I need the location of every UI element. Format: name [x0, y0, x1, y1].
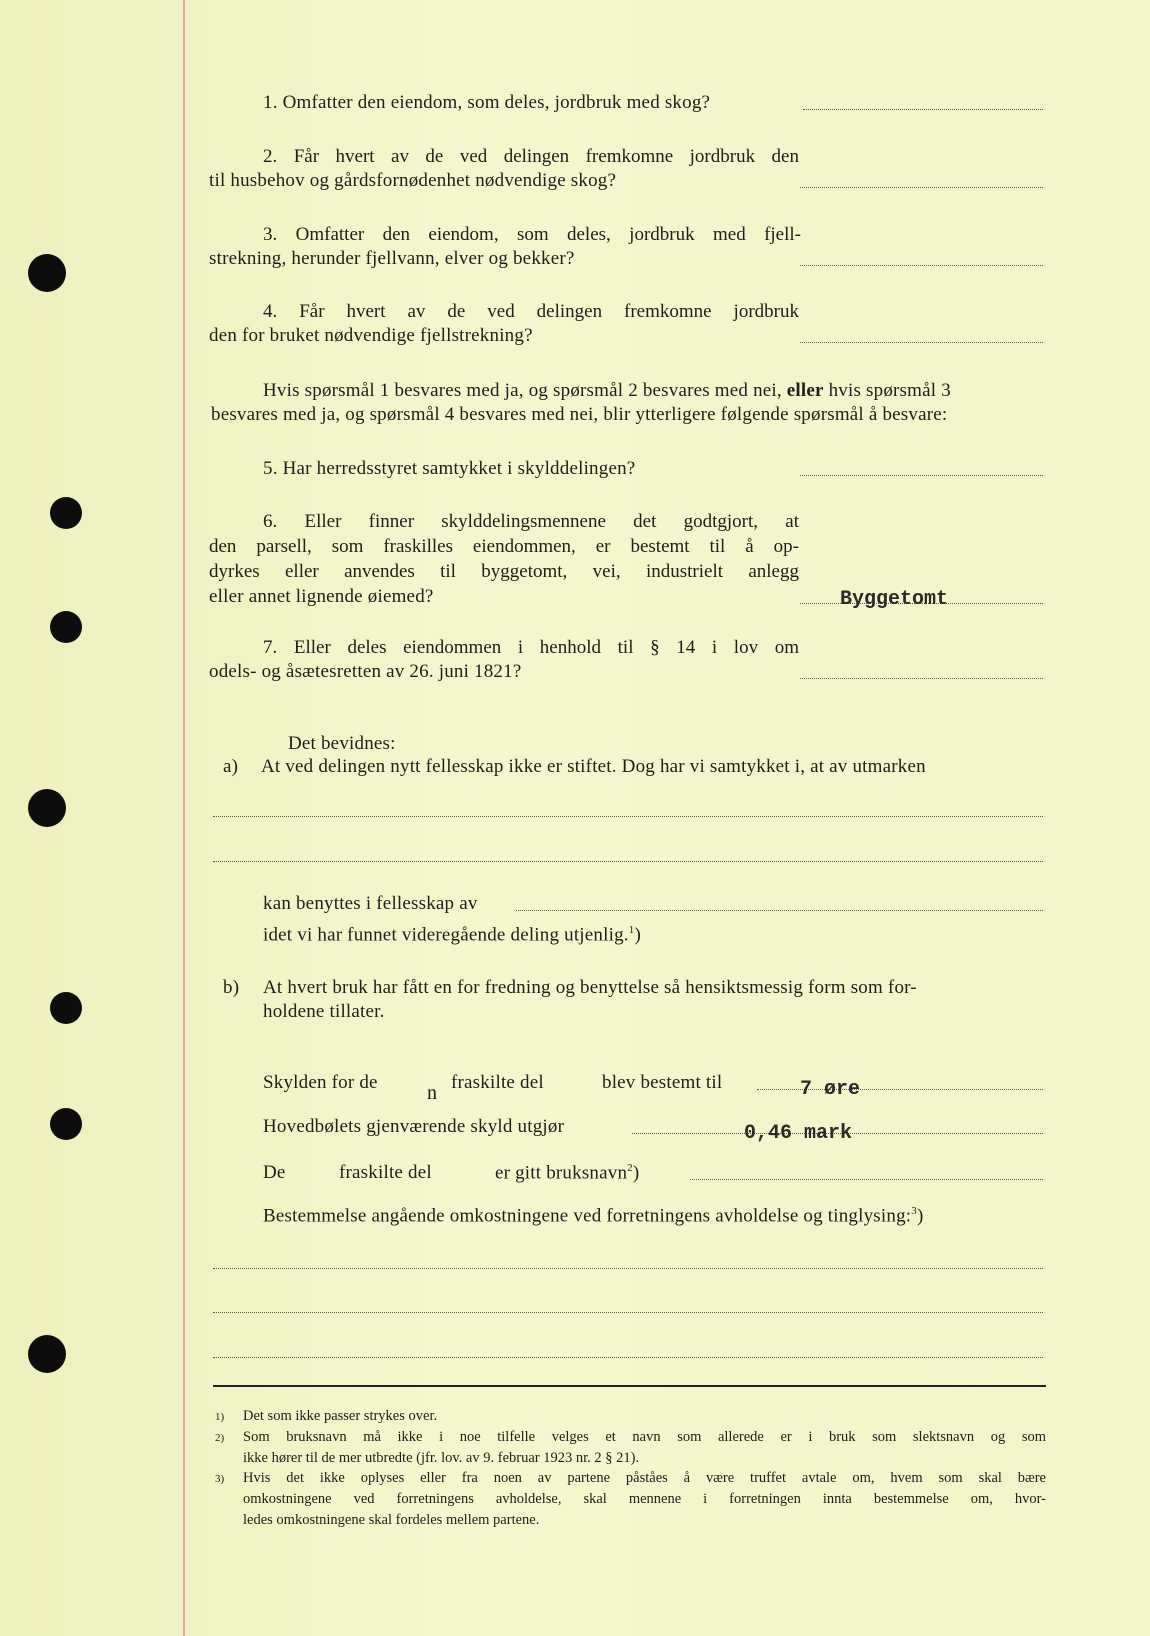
common-use-label: kan benyttes i fellesskap av — [263, 893, 478, 914]
punch-hole — [50, 1108, 82, 1140]
bruksnavn-label — [495, 1162, 639, 1184]
bruksnavn-text: er gitt bruksnavn — [495, 1162, 628, 1184]
question-6-line-3: dyrkes eller anvendes til byggetomt, vei, industrielt anlegg — [209, 561, 799, 582]
footnote-3-mark: 3) — [215, 1473, 225, 1485]
punch-hole — [50, 992, 82, 1024]
footnote-3-line-1: Hvis det ikke oplyses eller fra noen av partene påståes å være truffet avtale om, hvem som skal bære — [243, 1470, 1046, 1486]
condition-line-2: besvares med ja, og spørsmål 4 besvares med nei, blir ytterligere følgende spørsmål å besvare: — [211, 404, 948, 425]
cost-label — [263, 1205, 924, 1227]
utmark-line-2[interactable] — [213, 861, 1043, 862]
question-2-line-2: til husbehov og gårdsfornødenhet nødvendige skog? — [209, 170, 617, 191]
footnote-ref-3: 3 — [911, 1205, 917, 1217]
answer-line-4[interactable] — [800, 342, 1043, 343]
skyld-label-b: fraskilte del — [451, 1072, 544, 1093]
question-2-line-1: 2. Får hvert av de ved delingen fremkomne jordbruk den — [263, 146, 799, 167]
punch-hole — [28, 254, 66, 292]
common-use-line[interactable] — [516, 910, 1043, 911]
answer-line-5[interactable] — [800, 475, 1043, 476]
cost-line-2[interactable] — [213, 1312, 1043, 1313]
skyld-label-a: Skylden for de — [263, 1072, 378, 1093]
question-3-line-2: strekning, herunder fjellvann, elver og bekker? — [209, 248, 575, 269]
footnote-1-mark: 1) — [215, 1411, 225, 1423]
footnote-ref-2: 2 — [627, 1162, 633, 1174]
skyld-n: n — [427, 1082, 438, 1104]
reason-text — [263, 924, 641, 946]
question-5: 5. Har herredsstyret samtykket i skylddelingen? — [263, 458, 636, 479]
punch-hole — [50, 497, 82, 529]
de-label: De — [263, 1162, 286, 1183]
utmark-line-1[interactable] — [213, 816, 1043, 817]
question-7-line-1: 7. Eller deles eiendommen i henhold til § 14 i lov om — [263, 637, 799, 658]
footnote-3-line-3: ledes omkostningene skal fordeles mellem partene. — [243, 1512, 540, 1528]
question-4-line-2: den for bruket nødvendige fjellstrekning? — [209, 325, 533, 346]
footnote-1: Det som ikke passer strykes over. — [243, 1408, 438, 1424]
item-a-label: a) — [223, 756, 239, 777]
certification-heading: Det bevidnes: — [288, 733, 396, 754]
ref-paren: ) — [916, 1205, 924, 1227]
hovedbol-value-typed: 0,46 mark — [744, 1122, 853, 1145]
margin-line — [183, 0, 185, 1636]
hovedbol-label: Hovedbølets gjenværende skyld utgjør — [263, 1116, 565, 1137]
question-4-line-1: 4. Får hvert av de ved delingen fremkomne jordbruk — [263, 301, 799, 322]
answer-line-1[interactable] — [803, 109, 1043, 110]
footnote-2-line-2: ikke hører til de mer utbredte (jfr. lov. av 9. februar 1923 nr. 2 § 21). — [243, 1450, 640, 1466]
skyld-label-c: blev bestemt til — [602, 1072, 723, 1093]
punch-hole — [28, 789, 66, 827]
footnote-3-line-2: omkostningene ved forretningens avholdelse, skal mennene i forretningen innta bestemmelse om, hvor- — [243, 1491, 1046, 1507]
answer-line-7[interactable] — [800, 678, 1043, 679]
answer-line-2[interactable] — [800, 187, 1043, 188]
punch-hole — [28, 1335, 66, 1373]
question-6-line-1: 6. Eller finner skylddelingsmennene det godtgjort, at — [263, 511, 799, 532]
footnote-2-line-1: Som bruksnavn må ikke i noe tilfelle velges et navn som allerede er i bruk som slektsnavn og som — [243, 1429, 1046, 1445]
answer-6-typed: Byggetomt — [840, 588, 949, 611]
item-b-label: b) — [223, 977, 240, 998]
reason-sentence: idet vi har funnet videregående deling utjenlig. — [263, 924, 629, 946]
condition-line-1 — [263, 380, 951, 402]
bruksnavn-line[interactable] — [690, 1179, 1043, 1180]
condition-emphasis: eller — [786, 380, 824, 401]
ref-paren: ) — [634, 924, 641, 946]
ref-paren: ) — [632, 1162, 640, 1184]
cost-line-3[interactable] — [213, 1357, 1043, 1358]
cost-line-1[interactable] — [213, 1268, 1043, 1269]
punch-hole — [50, 611, 82, 643]
skyld-value-typed: 7 øre — [800, 1078, 861, 1101]
question-3-line-1: 3. Omfatter den eiendom, som deles, jordbruk med fjell- — [263, 224, 801, 245]
item-b-line-2: holdene tillater. — [263, 1001, 385, 1022]
condition-text-c: hvis spørsmål 3 — [828, 380, 951, 401]
question-6-line-2: den parsell, som fraskilles eiendommen, er bestemt til å op- — [209, 536, 799, 557]
answer-line-3[interactable] — [800, 265, 1043, 266]
fraskilte-label: fraskilte del — [339, 1162, 432, 1183]
footnote-2-mark: 2) — [215, 1432, 225, 1444]
question-7-line-2: odels- og åsætesretten av 26. juni 1821? — [209, 661, 522, 682]
item-a-text: At ved delingen nytt fellesskap ikke er stiftet. Dog har vi samtykket i, at av utmarken — [261, 756, 926, 777]
cost-text: Bestemmelse angående omkostningene ved forretningens avholdelse og tinglysing: — [263, 1205, 912, 1227]
question-1: 1. Omfatter den eiendom, som deles, jordbruk med skog? — [263, 92, 711, 113]
item-b-line-1: At hvert bruk har fått en for fredning og benyttelse så hensiktsmessig form som for- — [263, 977, 917, 998]
question-6-line-4: eller annet lignende øiemed? — [209, 586, 434, 607]
condition-text-a: Hvis spørsmål 1 besvares med ja, og spørsmål 2 besvares med nei, — [263, 380, 782, 401]
footnote-divider — [213, 1385, 1046, 1387]
footnote-ref-1: 1 — [628, 924, 635, 936]
